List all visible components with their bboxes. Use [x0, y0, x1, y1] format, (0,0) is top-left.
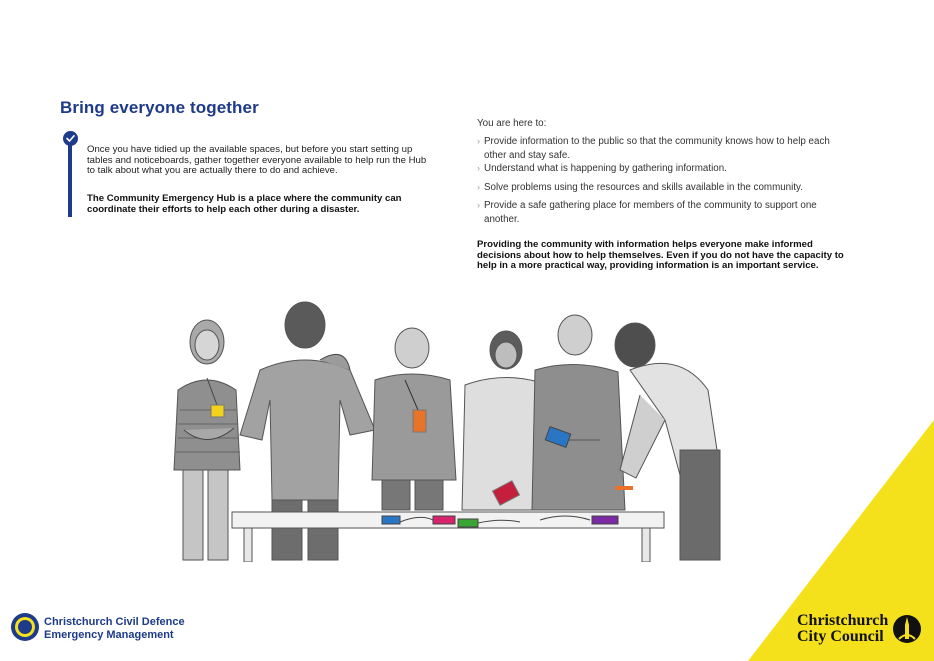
person-3 [372, 328, 456, 510]
person-5 [532, 315, 625, 510]
intro-side-bar [68, 141, 72, 217]
list-item-text: Understand what is happening by gathering information. [484, 163, 727, 174]
people-gathering-illustration [160, 300, 750, 562]
list-item [477, 135, 837, 162]
bullet-icon: › [477, 136, 480, 146]
here-intro: You are here to: [477, 118, 547, 129]
person-1 [174, 320, 240, 560]
civil-defence-logo [10, 612, 200, 652]
list-item [477, 162, 837, 176]
list-item-text: Provide a safe gathering place for members of the community to support one another. [484, 200, 817, 225]
list-item-text: Solve problems using the resources and skills available in the community. [484, 181, 803, 193]
here-list [477, 135, 837, 226]
bullet-icon: › [477, 200, 480, 210]
list-item [477, 199, 837, 226]
intro-block [63, 131, 438, 219]
council-line2: City Council [797, 628, 884, 645]
list-item-text: Provide information to the public so that the community knows how to help each other and stay safe. [484, 136, 830, 161]
list-item [477, 181, 837, 195]
civil-defence-line2: Emergency Management [44, 629, 174, 641]
civil-defence-line1: Christchurch Civil Defence [44, 616, 185, 628]
page-title: Bring everyone together [60, 98, 259, 117]
council-line1: Christchurch [797, 612, 889, 629]
closing-bold-paragraph: Providing the community with information helps everyone make informed decisions about how to help themselves. Even if you do not have the capacity to help in a more practical way, providing information is an important service. [477, 239, 844, 272]
intro-bold-paragraph: The Community Emergency Hub is a place where the community can coordinate their efforts to help each other during a disaster. [87, 193, 402, 215]
bullet-icon: › [477, 163, 480, 173]
intro-paragraph: Once you have tidied up the available spaces, but before you start setting up tables and noticeboards, gather together everyone available to help run the Hub to talk about what you are actually there to do and achieve. [87, 144, 427, 177]
city-council-logo [797, 611, 927, 651]
bullet-icon: › [477, 181, 480, 192]
civil-defence-emblem-icon [10, 612, 40, 642]
check-icon [63, 131, 78, 146]
cathedral-emblem-icon [893, 613, 921, 645]
